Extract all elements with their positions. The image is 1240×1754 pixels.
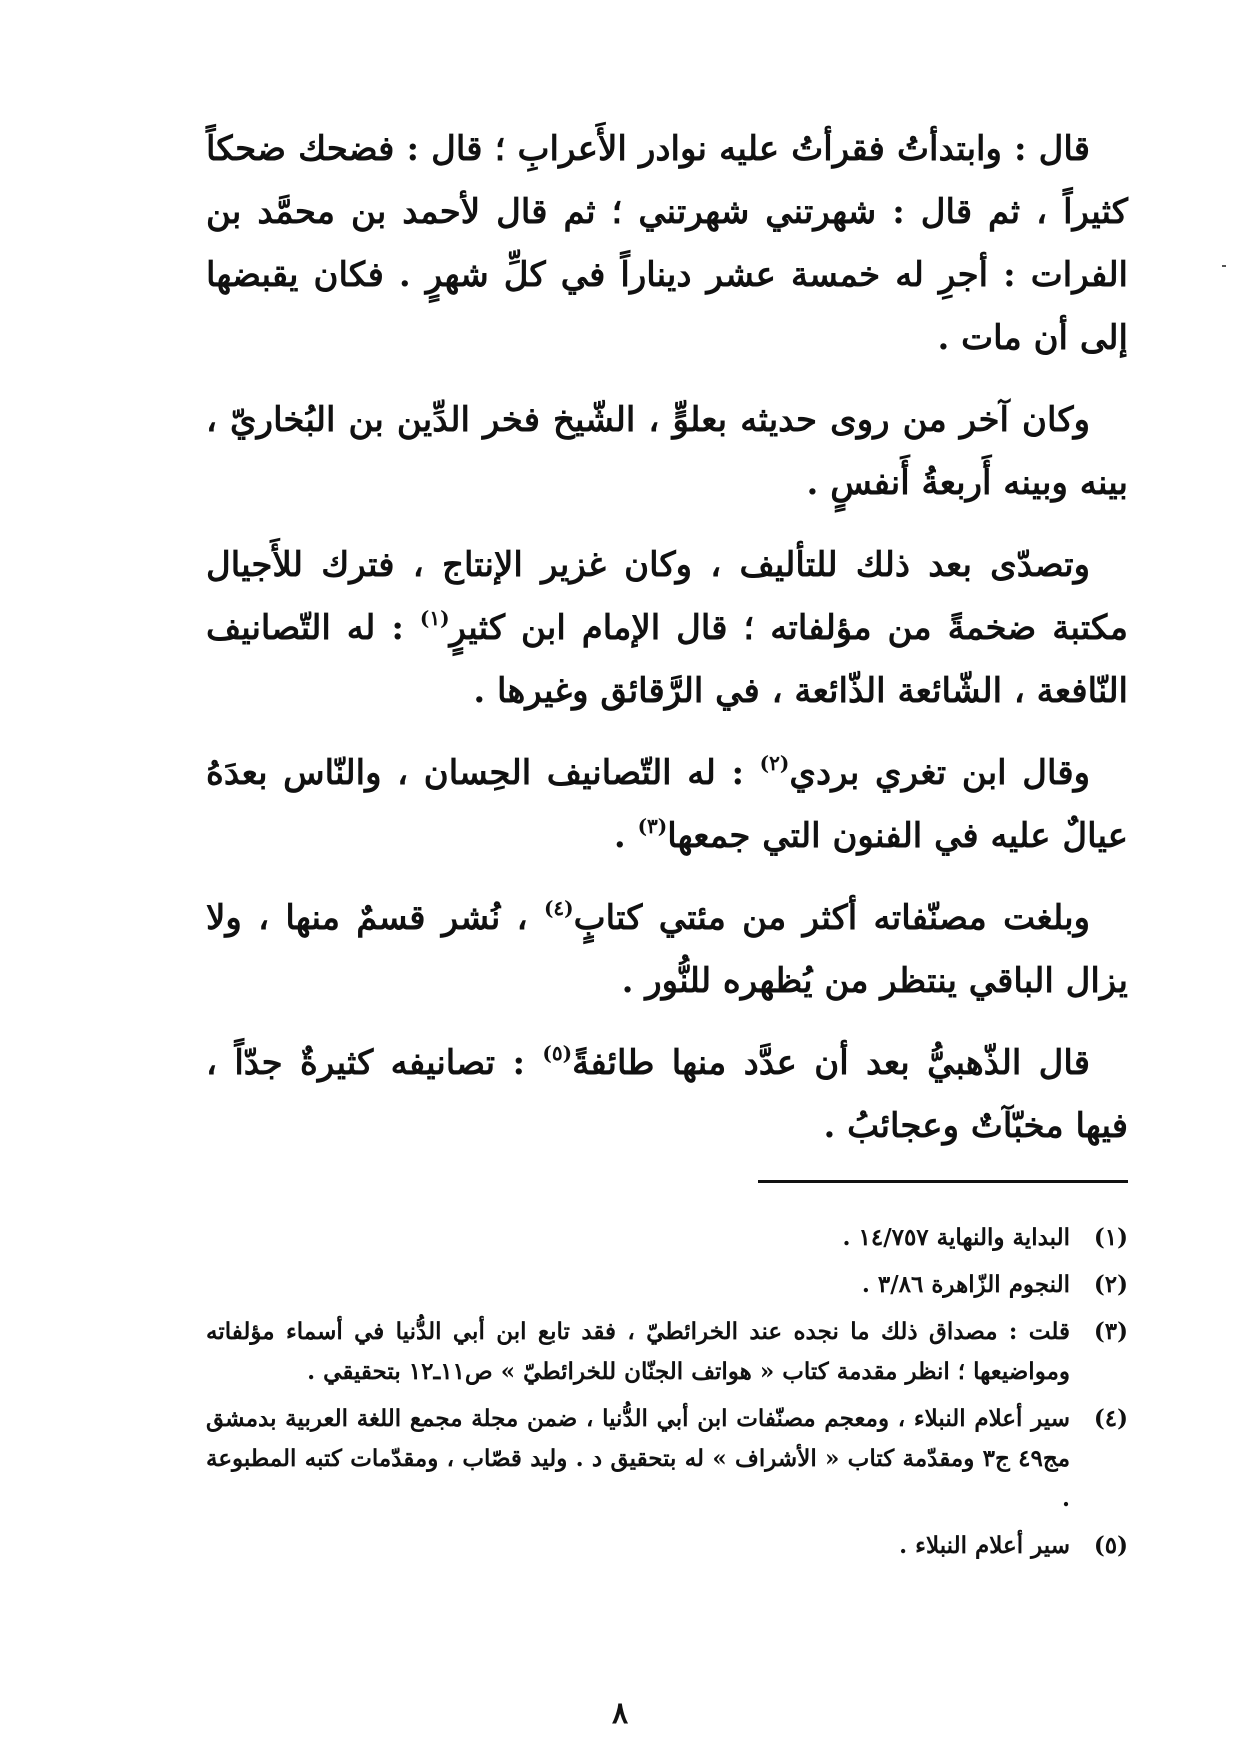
footnote-text: سير أعلام النبلاء ، ومعجم مصنّفات ابن أبي الدُّنيا ، ضمن مجلة مجمع اللغة العربية بدمشق مج٤٩ ج٣ ومقدّمة كتاب « الأشراف » له بتحقيق د . وليد قصّاب ، ومقدّمات كتبه المطبوعة .: [206, 1405, 1071, 1512]
main-text: [206, 118, 1128, 1177]
paragraph-1: [206, 118, 1128, 370]
paragraph-text: : له التّصانيف النّافعة ، الشّائعة الذّائعة ، في الرَّقائق وغيرها .: [206, 608, 1128, 711]
footnote-text: قلت : مصداق ذلك ما نجده عند الخرائطيّ ، فقد تابع ابن أبي الدُّنيا في أسماء مؤلفاته ومواضيعها ؛ انظر مقدمة كتاب « هواتف الجنّان للخرائطيّ » ص١١ـ١٢ بتحقيقي .: [206, 1318, 1070, 1385]
paragraph-3: [206, 534, 1128, 723]
footnote-item: [206, 1399, 1128, 1519]
footnote-number: (٤): [1093, 1405, 1128, 1432]
footnote-number: (٥): [1093, 1532, 1128, 1559]
footnote-number: (٣): [1093, 1318, 1128, 1345]
footnote-item: [206, 1312, 1128, 1392]
footnote-mark: (١): [419, 605, 450, 630]
paragraph-text: قال : وابتدأتُ فقرأتُ عليه نوادر الأَعرابِ ؛ قال : فضحك ضحكاً كثيراً ، ثم قال : شهرتني شهرتني ؛ ثم قال لأحمد بن محمَّد بن الفرات : أجرِ له خمسة عشر ديناراً في كلِّ شهرٍ . فكان يقبضها إلى أن مات .: [206, 129, 1128, 358]
paragraph-text: ، نُشر قسمٌ منها ، ولا يزال الباقي ينتظر من يُظهره للنُّور .: [206, 898, 1128, 1001]
footnote-mark: (٢): [759, 750, 790, 775]
footnote-item: [206, 1218, 1128, 1258]
footnote-mark: (٥): [542, 1040, 573, 1065]
footnote-mark: (٤): [543, 895, 574, 920]
footnote-text: سير أعلام النبلاء .: [899, 1532, 1070, 1559]
paragraph-5: [206, 887, 1128, 1013]
paragraph-text: وقال ابن تغري بردي: [789, 753, 1090, 793]
paragraph-2: [206, 389, 1128, 515]
paragraph-4: [206, 742, 1128, 868]
footnote-number: (١): [1093, 1224, 1128, 1251]
scan-speck: [1222, 265, 1226, 267]
page-number: ٨: [611, 1696, 629, 1731]
paragraph-text: وبلغت مصنّفاته أكثر من مئتي كتابٍ: [573, 898, 1091, 938]
paragraph-text: وتصدّى بعد ذلك للتأليف ، وكان غزير الإنتاج ، فترك للأَجيال مكتبة ضخمةً من مؤلفاته ؛ قال الإمام ابن كثيرٍ: [206, 545, 1128, 648]
footnote-separator: [758, 1180, 1128, 1183]
footnote-item: [206, 1526, 1128, 1566]
paragraph-text: .: [613, 816, 638, 856]
footnote-text: البداية والنهاية ١٤/٧٥٧ .: [842, 1224, 1070, 1251]
paragraph-text: : له التّصانيف الحِسان ، والنّاس بعدَهُ عيالٌ عليه في الفنون التي جمعها: [206, 753, 1128, 856]
paragraph-6: [206, 1032, 1128, 1158]
footnote-text: النجوم الزّاهرة ٣/٨٦ .: [861, 1271, 1070, 1298]
footnotes-list: [206, 1218, 1128, 1573]
footnote-mark: (٣): [637, 813, 668, 838]
footnote-number: (٢): [1093, 1271, 1128, 1298]
paragraph-text: : تصانيفه كثيرةٌ جدّاً ، فيها مخبّآتٌ وعجائبُ .: [206, 1043, 1128, 1146]
paragraph-text: قال الذّهبيُّ بعد أن عدَّد منها طائفةً: [572, 1043, 1090, 1083]
footnote-item: [206, 1265, 1128, 1305]
paragraph-text: وكان آخر من روى حديثه بعلوٍّ ، الشّيخ فخر الدِّين بن البُخاريّ ، بينه وبينه أَربعةُ أَنفسٍ .: [206, 400, 1128, 503]
